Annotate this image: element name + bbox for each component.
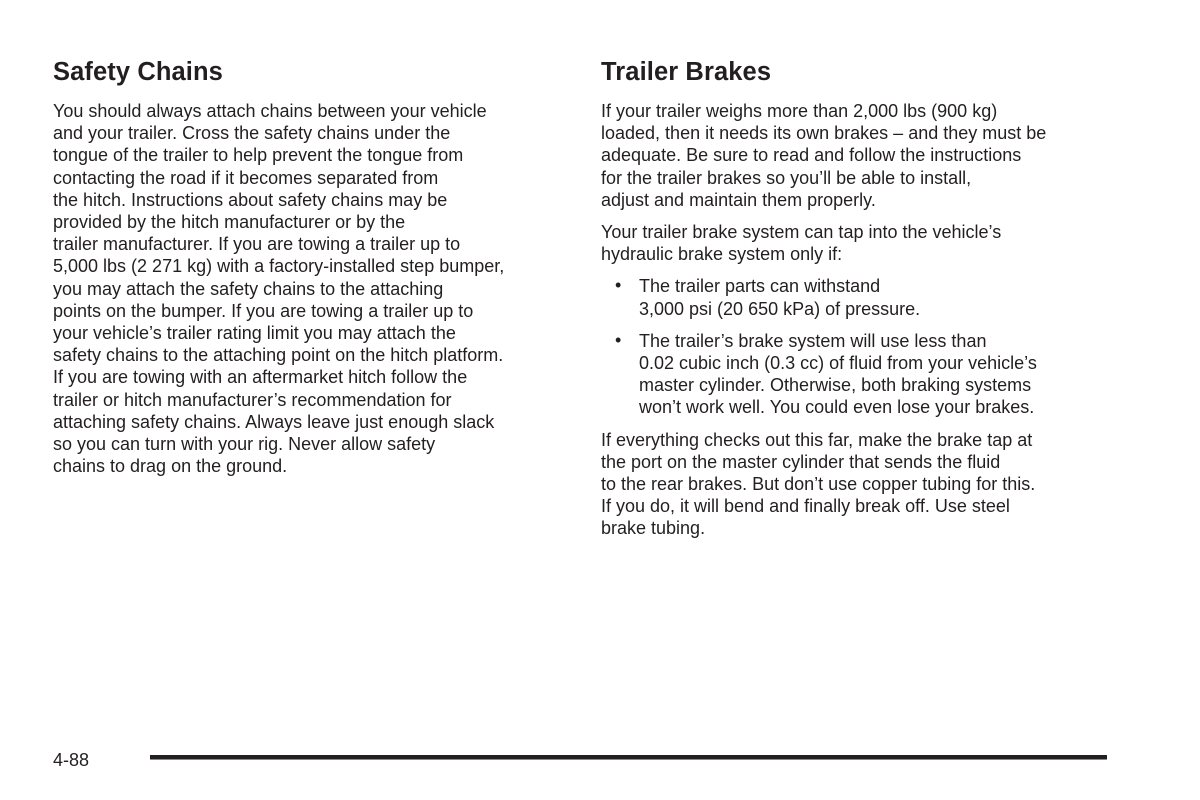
text-line: tongue of the trailer to help prevent the tongue from — [53, 145, 464, 166]
text-line: 3,000 psi (20 650 kPa) of pressure. — [639, 298, 921, 319]
text-line: won’t work well. You could even lose your brakes. — [639, 397, 1035, 418]
text-line: adequate. Be sure to read and follow the instructions — [601, 145, 1022, 166]
text-line: If you do, it will bend and finally break off. Use steel — [601, 496, 1010, 517]
trailer-brakes-condition-paragraph — [601, 221, 1121, 265]
requirements-bullet-list — [601, 275, 1121, 418]
text-line: The trailer parts can withstand — [639, 276, 881, 297]
bullet-icon: • — [615, 329, 622, 350]
text-line: If your trailer weighs more than 2,000 lbs (900 kg) — [601, 101, 998, 121]
text-line: brake tubing. — [601, 518, 706, 539]
trailer-brakes-section — [601, 56, 1121, 550]
trailer-brakes-intro-paragraph — [601, 100, 1121, 211]
bullet-item — [601, 275, 1121, 319]
text-line: you may attach the safety chains to the attaching — [53, 278, 444, 299]
text-line: master cylinder. Otherwise, both braking systems — [639, 375, 1032, 396]
text-line: to the rear brakes. But don’t use copper tubing for this. — [601, 474, 1036, 495]
text-line: Your trailer brake system can tap into the vehicle’s — [601, 222, 1002, 243]
text-line: provided by the hitch manufacturer or by the — [53, 212, 406, 233]
section-heading-trailer-brakes: Trailer Brakes — [601, 58, 772, 86]
section-heading-safety-chains: Safety Chains — [53, 58, 223, 86]
text-line: The trailer’s brake system will use less than — [639, 330, 987, 351]
page-number: 4-88 — [53, 750, 90, 770]
text-line: contacting the road if it becomes separated from — [53, 167, 439, 188]
text-line: hydraulic brake system only if: — [601, 244, 843, 265]
text-line: adjust and maintain them properly. — [601, 189, 876, 210]
text-line: and your trailer. Cross the safety chains under the — [53, 123, 451, 144]
text-line: for the trailer brakes so you’ll be able to install, — [601, 167, 972, 188]
text-line: so you can turn with your rig. Never allow safety — [53, 434, 436, 455]
text-line: trailer manufacturer. If you are towing a trailer up to — [53, 234, 461, 255]
text-line: your vehicle’s trailer rating limit you may attach the — [53, 323, 456, 344]
text-line: If you are towing with an aftermarket hitch follow the — [53, 367, 468, 388]
bullet-icon: • — [615, 275, 622, 296]
text-line: chains to drag on the ground. — [53, 456, 288, 477]
text-line: the port on the master cylinder that sends the fluid — [601, 451, 1001, 472]
safety-chains-paragraph — [53, 100, 573, 477]
text-line: attaching safety chains. Always leave just enough slack — [53, 411, 495, 432]
text-line: the hitch. Instructions about safety chains may be — [53, 189, 448, 210]
trailer-brakes-closing-paragraph — [601, 429, 1121, 540]
text-line: loaded, then it needs its own brakes – and they must be — [601, 123, 1047, 144]
text-line: safety chains to the attaching point on the hitch platform. — [53, 345, 504, 366]
text-line: trailer or hitch manufacturer’s recommendation for — [53, 389, 452, 410]
text-line: If everything checks out this far, make the brake tap at — [601, 429, 1033, 450]
text-line: 5,000 lbs (2 271 kg) with a factory-installed step bumper, — [53, 256, 505, 277]
safety-chains-section — [53, 56, 573, 487]
text-line: You should always attach chains between your vehicle — [53, 101, 487, 121]
footer-divider — [150, 755, 1107, 760]
text-line: 0.02 cubic inch (0.3 cc) of fluid from your vehicle’s — [639, 353, 1037, 374]
bullet-item — [601, 330, 1121, 419]
text-line: points on the bumper. If you are towing a trailer up to — [53, 300, 474, 321]
